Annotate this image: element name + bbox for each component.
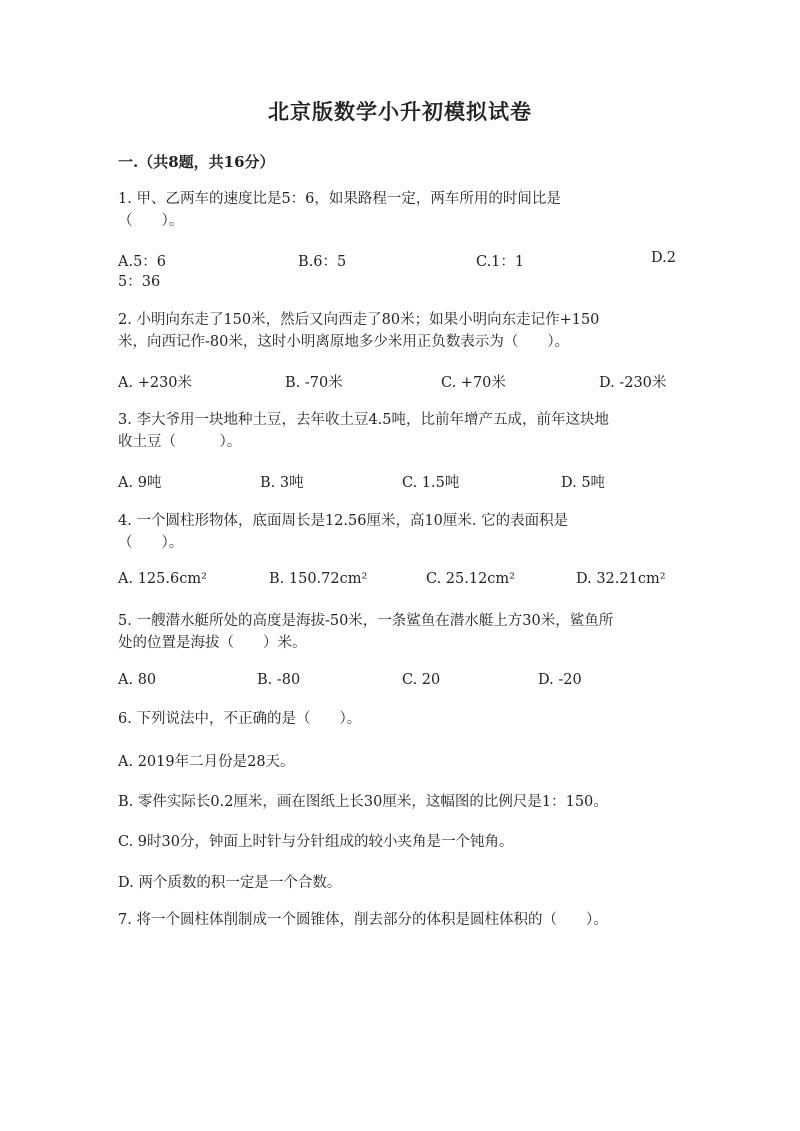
- question-text-line: 5. 一艘潜水艇所处的高度是海拔-50米，一条鲨鱼在潜水艇上方30米，鲨鱼所: [118, 613, 614, 629]
- option-c: C. 1.5吨: [402, 475, 460, 491]
- question-text-line: 1. 甲、乙两车的速度比是5：6，如果路程一定，两车所用的时间比是: [118, 191, 561, 207]
- question-6-stem: [118, 708, 684, 730]
- question-text-line: （ ）。: [118, 213, 184, 229]
- option-a: A. 9吨: [118, 475, 162, 491]
- question-2-stem: [118, 309, 684, 353]
- choice-b: B. 零件实际长0.2厘米，画在图纸上长30厘米，这幅图的比例尺是1：150。: [118, 794, 608, 810]
- question-3-stem: [118, 409, 684, 453]
- option-c: C. 25.12cm²: [426, 571, 515, 587]
- section-heading: 一.（共8题，共16分）: [118, 153, 275, 171]
- option-c: C.1：1: [476, 254, 525, 270]
- option-d: D.2: [651, 250, 676, 266]
- option-c: C. 20: [402, 672, 441, 688]
- question-1-stem: [118, 188, 684, 232]
- option-c: C. +70米: [441, 375, 506, 391]
- question-1-options: [118, 250, 684, 270]
- question-5-options: [118, 672, 684, 692]
- question-text-line: （ ）。: [118, 535, 184, 551]
- choice-c: C. 9时30分，钟面上时针与分针组成的较小夹角是一个钝角。: [118, 834, 514, 850]
- question-text-line: 4. 一个圆柱形物体，底面周长是12.56厘米，高10厘米. 它的表面积是: [118, 513, 569, 529]
- question-5-stem: [118, 610, 684, 654]
- option-d: D. 5吨: [561, 475, 606, 491]
- question-text-line: 2. 小明向东走了150米，然后又向西走了80米；如果小明向东走记作+150: [118, 312, 600, 328]
- choice-d: D. 两个质数的积一定是一个合数。: [118, 875, 342, 891]
- option-b: B. -80: [257, 672, 301, 688]
- option-b: B. 3吨: [260, 475, 304, 491]
- option-d-continuation: 5：36: [118, 274, 161, 290]
- question-text-line: 3. 李大爷用一块地种土豆，去年收土豆4.5吨，比前年增产五成，前年这块地: [118, 412, 610, 428]
- question-text-line: 7. 将一个圆柱体削制成一个圆锥体，削去部分的体积是圆柱体积的（ ）。: [118, 912, 608, 928]
- question-3-options: [118, 471, 684, 491]
- question-4-options: [118, 571, 684, 591]
- question-text-line: 处的位置是海拔（ ）米。: [118, 635, 307, 651]
- option-b: B. -70米: [285, 375, 343, 391]
- option-a: A. 125.6cm²: [118, 571, 207, 587]
- choice-a: A. 2019年二月份是28天。: [118, 754, 295, 770]
- option-a: A.5：6: [118, 254, 167, 270]
- option-b: B.6：5: [298, 254, 347, 270]
- option-a: A. 80: [118, 672, 157, 688]
- option-d: D. -230米: [599, 375, 667, 391]
- question-2-options: [118, 371, 684, 391]
- question-4-stem: [118, 510, 684, 554]
- page-title: 北京版数学小升初模拟试卷: [268, 99, 532, 124]
- option-a: A. +230米: [118, 375, 193, 391]
- question-7-stem: [118, 909, 684, 931]
- option-b: B. 150.72cm²: [269, 571, 368, 587]
- option-d: D. 32.21cm²: [576, 571, 666, 587]
- question-text-line: 米，向西记作-80米，这时小明离原地多少米用正负数表示为（ ）。: [118, 334, 570, 350]
- question-text-line: 收土豆（ ）。: [118, 434, 242, 450]
- question-text-line: 6. 下列说法中，不正确的是（ ）。: [118, 711, 362, 727]
- option-d: D. -20: [538, 672, 582, 688]
